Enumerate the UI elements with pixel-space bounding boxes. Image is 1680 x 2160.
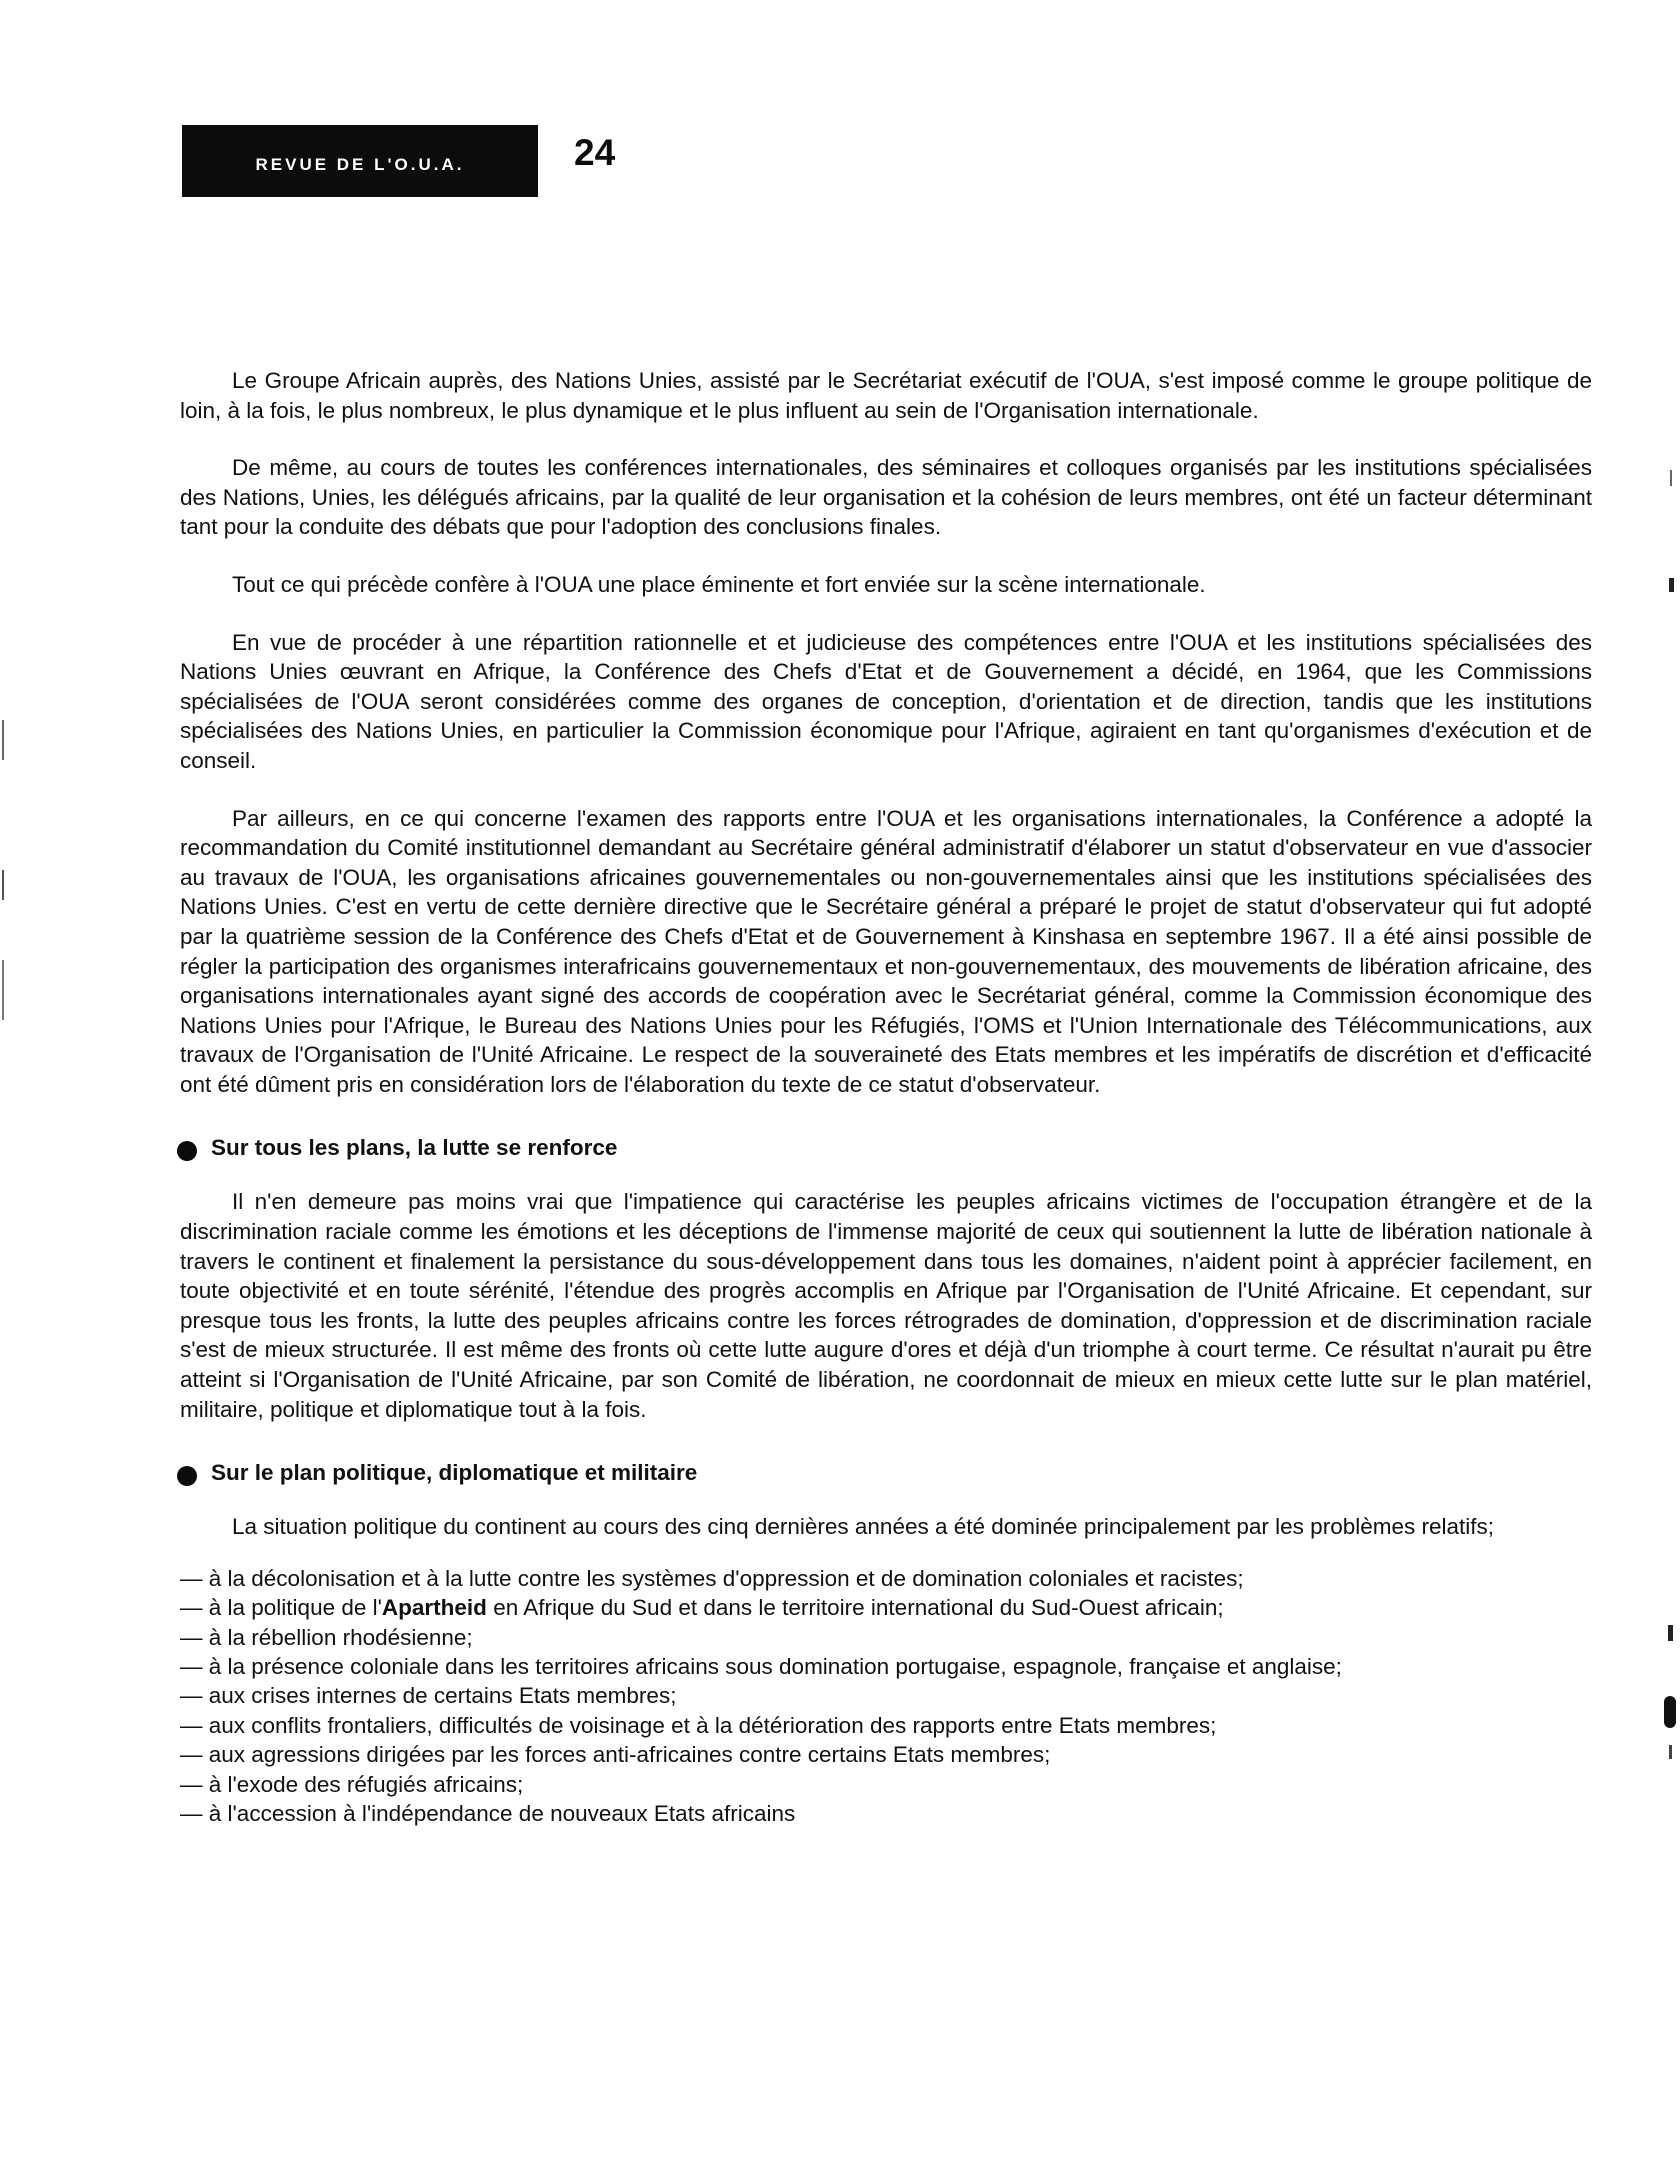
list-item: — aux crises internes de certains Etats membres;: [180, 1683, 677, 1709]
section-heading-text: Sur tous les plans, la lutte se renforce: [211, 1135, 618, 1161]
paragraph: Le Groupe Africain auprès, des Nations Unies, assisté par le Secrétariat exécutif de l'OUA, s'est imposé comme le groupe politique de loin, à la fois, le plus nombreux, le plus dynamique et le plus influent au sein de l'Organisation internationale.: [180, 368, 1592, 423]
scan-mark: [1664, 1696, 1676, 1728]
bullet-icon: [177, 1141, 197, 1161]
list-item: — à la présence coloniale dans les territoires africains sous domination portugaise, espagnole, française et anglaise;: [180, 1654, 1342, 1680]
journal-title-band: [182, 125, 538, 197]
problems-list: [180, 1564, 1592, 1829]
list-item: — à l'accession à l'indépendance de nouveaux Etats africains: [180, 1801, 796, 1827]
section-heading-text: Sur le plan politique, diplomatique et militaire: [211, 1460, 698, 1486]
paragraph: De même, au cours de toutes les conférences internationales, des séminaires et colloques organisés par les institutions spécialisées des Nations, Unies, les délégués africains, par la qualité de leur organisation et la cohésion de leurs membres, ont été un facteur déterminant tant pour la conduite des débats que pour l'adoption des conclusions finales.: [180, 455, 1592, 540]
paragraph: Il n'en demeure pas moins vrai que l'impatience qui caractérise les peuples africains victimes de l'occupation étrangère et de la discrimination raciale comme les émotions et les déceptions de l'immense majorité de ceux qui soutiennent la lutte de libération nationale à travers le continent et finalement la persistance du sous-développement dans tous les domaines, n'aident point à apprécier facilement, en toute objectivité et en toute sérénité, l'étendue des progrès accomplis en Afrique par l'Organisation de l'Unité Africaine. Et cependant, sur presque tous les fronts, la lutte des peuples africains contre les forces rétrogrades de domination, d'oppression et de discrimination raciale s'est de mieux structurée. Il est même des fronts où cette lutte augure d'ores et déjà d'un triomphe à court terme. Ce résultat n'aurait pu être atteint si l'Organisation de l'Unité Africaine, par son Comité de libération, ne coordonnait de mieux en mieux cette lutte sur le plan matériel, militaire, politique et diplomatique tout à la fois.: [180, 1189, 1592, 1422]
scan-mark: [1668, 1625, 1673, 1641]
section-heading: [177, 1135, 1592, 1161]
scan-mark: [2, 960, 4, 1020]
list-item: — à l'exode des réfugiés africains;: [180, 1771, 524, 1797]
apartheid-term: Apartheid: [381, 1595, 487, 1621]
paragraph: La situation politique du continent au cours des cinq dernières années a été dominée principalement par les problèmes relatifs;: [232, 1514, 1495, 1540]
scan-mark: [2, 720, 4, 760]
list-item: — à la politique de l'Apartheid en Afrique du Sud et dans le territoire international du Sud-Ouest africain;: [180, 1595, 1224, 1621]
paragraph: Tout ce qui précède confère à l'OUA une place éminente et fort enviée sur la scène internationale.: [232, 571, 1206, 597]
page-number: 24: [574, 132, 616, 173]
list-item: — aux agressions dirigées par les forces anti-africaines contre certains Etats membres;: [180, 1742, 1051, 1768]
paragraph: En vue de procéder à une répartition rationnelle et et judicieuse des compétences entre l'OUA et les institutions spécialisées des Nations Unies œuvrant en Afrique, la Conférence des Chefs d'Etat et de Gouvernement a décidé, en 1964, que les Commissions spécialisées de l'OUA seront considérées comme des organes de conception, d'orientation et de direction, tandis que les institutions spécialisées des Nations Unies, en particulier la Commission économique pour l'Afrique, agiraient en tant qu'organismes d'exécution et de conseil.: [180, 629, 1592, 773]
scan-mark: [2, 870, 4, 900]
scan-mark: [1669, 578, 1674, 592]
section-heading: [177, 1460, 1592, 1486]
journal-title: REVUE DE L'O.U.A.: [255, 155, 465, 174]
list-item: — aux conflits frontaliers, difficultés de voisinage et à la détérioration des rapports entre Etats membres;: [180, 1712, 1217, 1738]
scan-mark: [1669, 1745, 1672, 1759]
paragraph: Par ailleurs, en ce qui concerne l'examen des rapports entre l'OUA et les organisations internationales, la Conférence a adopté la recommandation du Comité institutionnel demandant au Secrétaire général administratif d'élaborer un statut d'observateur en vue d'associer au travaux de l'OUA, les organisations africaines gouvernementales ou non-gouvernementales ainsi que les institutions spécialisées des Nations Unies. C'est en vertu de cette dernière directive que le Secrétaire général a préparé le projet de statut d'observateur qui fut adopté par la quatrième session de la Conférence des Chefs d'Etat et de Gouvernement à Kinshasa en septembre 1967. Il a été ainsi possible de régler la participation des organismes interafricains gouvernementaux et non-gouvernementaux, des mouvements de libération africaine, des organisations internationales ayant signé des accords de coopération avec le Secrétariat général, comme la Commission économique des Nations Unies pour l'Afrique, le Bureau des Nations Unies pour les Réfugiés, l'OMS et l'Union Internationale des Télécommunications, aux travaux de l'Organisation de l'Unité Africaine. Le respect de la souveraineté des Etats membres et les impératifs de discrétion et d'efficacité ont été dûment pris en considération lors de l'élaboration du texte de ce statut d'observateur.: [180, 805, 1592, 1097]
article-body: [180, 366, 1592, 1828]
list-item: — à la rébellion rhodésienne;: [180, 1624, 473, 1650]
bullet-icon: [177, 1466, 197, 1486]
scan-mark: [1670, 470, 1672, 486]
list-item: — à la décolonisation et à la lutte contre les systèmes d'oppression et de domination coloniales et racistes;: [180, 1565, 1244, 1591]
